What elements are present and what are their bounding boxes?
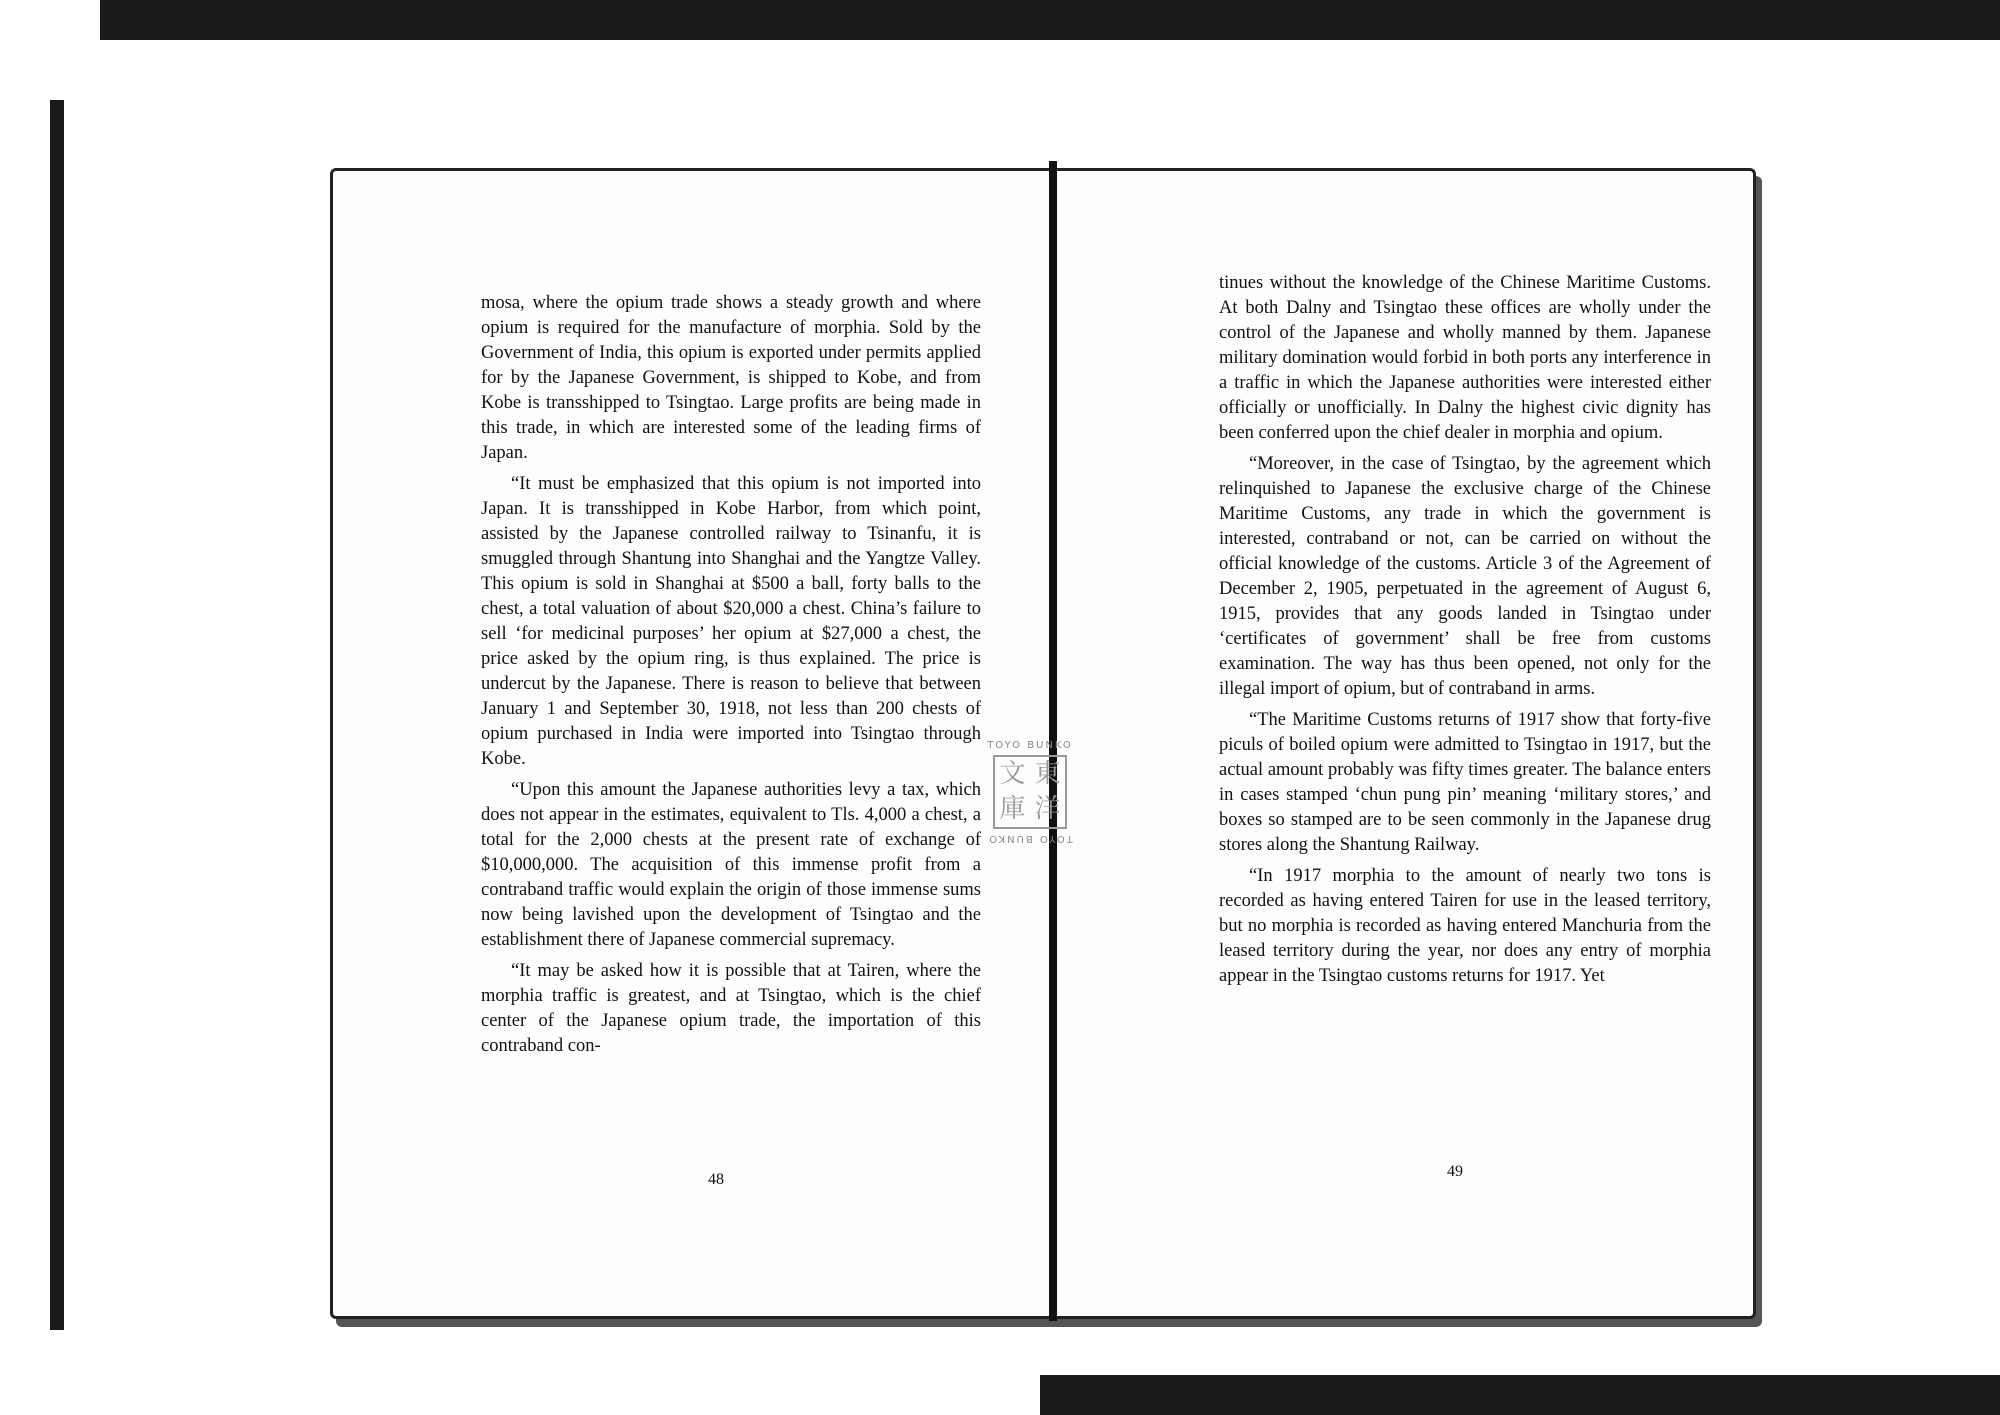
stamp-char: 文: [999, 759, 1026, 789]
paragraph: tinues without the knowledge of the Chinese Maritime Customs. At both Dalny and Tsingtao these offices are wholly under the control of the Japanese and wholly manned by them. Japanese military domination would forbid in both ports any interference in a traffic in which the Japanese authorities were interested either officially or unofficially. In Dalny the highest civic dignity has been conferred upon the chief dealer in morphia and opium.: [1219, 273, 1711, 443]
page-number-left: 48: [708, 1171, 724, 1188]
library-stamp: [980, 740, 1080, 860]
stamp-bottom-text: TOYO BUNKO: [987, 833, 1073, 844]
paragraph: “The Maritime Customs returns of 1917 show that forty-five piculs of boiled opium were admitted to Tsingtao in 1917, but the actual amount probably was fifty times greater. The balance enters in cases stamped ‘chun pung pin’ meaning ‘military stores,’ and boxes so stamped are to be seen commonly in the Japanese drug stores along the Shantung Railway.: [1219, 710, 1711, 855]
paragraph: mosa, where the opium trade shows a steady growth and where opium is required for the manufacture of morphia. Sold by the Government of India, this opium is exported under permits applied for by the Japanese Government, is shipped to Kobe, and from Kobe is transshipped to Tsingtao. Large profits are being made in this trade, in which are interested some of the leading firms of Japan.: [481, 293, 981, 463]
stamp-char: 庫: [999, 794, 1026, 824]
paragraph: “In 1917 morphia to the amount of nearly two tons is recorded as having entered Tairen for use in the leased territory, but no morphia is recorded as having entered Manchuria from the leased territory during the year, nor does any entry of morphia appear in the Tsingtao customs returns for 1917. Yet: [1219, 866, 1711, 986]
right-page: [1057, 171, 1753, 1316]
stamp-char: 東: [1034, 759, 1061, 789]
stamp-seal: [993, 755, 1067, 829]
left-page: [333, 171, 1051, 1316]
paragraph: “Upon this amount the Japanese authorities levy a tax, which does not appear in the estimates, equivalent to Tls. 4,000 a chest, a total for the 2,000 chests at the present rate of exchange of $10,000,000. The acquisition of this immense profit from a contraband traffic would explain the origin of those immense sums now being lavished upon the development of Tsingtao and the establishment there of Japanese commercial supremacy.: [481, 780, 981, 950]
stamp-char: 洋: [1034, 794, 1061, 824]
paragraph: “It must be emphasized that this opium is not imported into Japan. It is transshipped in Kobe Harbor, from which point, assisted by the Japanese controlled railway to Tsinanfu, it is smuggled through Shantung into Shanghai and the Yangtze Valley. This opium is sold in Shanghai at $500 a ball, forty balls to the chest, a total valuation of about $20,000 a chest. China’s failure to sell ‘for medicinal purposes’ her opium at $27,000 a chest, the price asked by the opium ring, is thus explained. The price is undercut by the Japanese. There is reason to believe that between January 1 and September 30, 1918, not less than 200 chests of opium purchased in India were imported into Tsingtao through Kobe.: [481, 474, 981, 769]
right-page-text: [1219, 271, 1711, 995]
paragraph: “It may be asked how it is possible that at Tairen, where the morphia traffic is greatest, and at Tsingtao, which is the chief center of the Japanese opium trade, the importation of this contraband con-: [481, 961, 981, 1056]
scan-left-edge: [50, 100, 64, 1330]
page-number-right: 49: [1447, 1163, 1463, 1180]
paragraph: “Moreover, in the case of Tsingtao, by the agreement which relinquished to Japanese the exclusive charge of the Chinese Maritime Customs, any trade in which the government is interested, contraband or not, can be carried on without the official knowledge of the customs. Article 3 of the Agreement of December 2, 1905, perpetuated in the agreement of August 6, 1915, provides that any goods landed in Tsingtao under ‘certificates of government’ shall be free from customs examination. The way has thus been opened, not only for the illegal import of opium, but of contraband in arms.: [1219, 454, 1711, 699]
scan-top-edge: [100, 0, 2000, 40]
left-page-text: [481, 291, 981, 1065]
stamp-top-text: TOYO BUNKO: [987, 740, 1073, 751]
scan-bottom-edge: [1040, 1375, 2000, 1415]
